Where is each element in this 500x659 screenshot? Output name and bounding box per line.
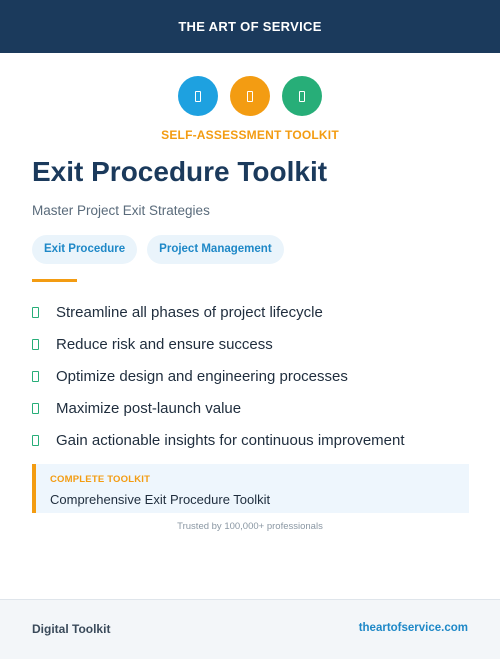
trust-note: Trusted by 100,000+ professionals <box>177 521 323 532</box>
document-icon <box>282 76 322 116</box>
feature-text: Streamline all phases of project lifecycle <box>56 303 323 321</box>
header-bar <box>0 0 500 53</box>
list-item <box>32 296 405 328</box>
check-icon <box>32 371 39 382</box>
feature-text: Maximize post-launch value <box>56 399 242 417</box>
toolkit-callout <box>32 464 469 513</box>
callout-label: COMPLETE TOOLKIT <box>50 474 151 485</box>
list-item <box>32 424 405 456</box>
document-icon <box>178 76 218 116</box>
tag-project-management[interactable]: Project Management <box>147 235 283 264</box>
check-icon <box>32 307 39 318</box>
list-item <box>32 328 405 360</box>
feature-text: Optimize design and engineering processes <box>56 367 348 385</box>
brand-name: THE ART OF SERVICE <box>178 19 322 34</box>
footer <box>0 599 500 659</box>
list-item <box>32 392 405 424</box>
page-subtitle: Master Project Exit Strategies <box>32 203 210 218</box>
callout-text: Comprehensive Exit Procedure Toolkit <box>50 492 271 507</box>
check-icon <box>32 403 39 414</box>
tag-exit-procedure[interactable]: Exit Procedure <box>32 235 137 264</box>
feature-text: Gain actionable insights for continuous improvement <box>56 431 405 449</box>
icon-row <box>0 76 500 116</box>
feature-text: Reduce risk and ensure success <box>56 335 273 353</box>
footer-label: Digital Toolkit <box>32 622 111 636</box>
feature-list <box>32 296 405 456</box>
kicker-label: SELF-ASSESSMENT TOOLKIT <box>161 128 339 142</box>
check-icon <box>32 339 39 350</box>
accent-divider <box>32 279 77 282</box>
page-title: Exit Procedure Toolkit <box>32 156 328 187</box>
footer-link[interactable]: theartofservice.com <box>358 622 468 634</box>
list-item <box>32 360 405 392</box>
document-icon <box>230 76 270 116</box>
tag-list <box>32 235 284 264</box>
check-icon <box>32 435 39 446</box>
